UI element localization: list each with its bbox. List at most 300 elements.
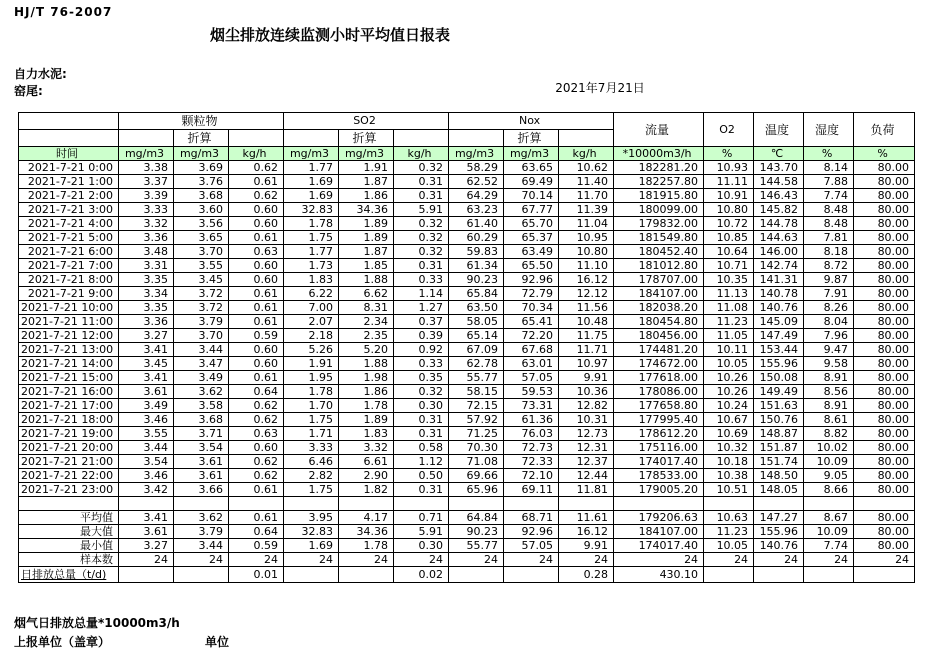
time-cell: 2021-7-21 18:00 <box>19 413 119 427</box>
value-cell: 10.48 <box>559 315 614 329</box>
value-cell: 1.82 <box>339 483 394 497</box>
value-cell: 34.36 <box>339 203 394 217</box>
value-cell: 9.58 <box>804 357 854 371</box>
summary-value-cell: 24 <box>854 553 915 567</box>
value-cell: 10.62 <box>559 161 614 175</box>
value-cell: 1.78 <box>284 217 339 231</box>
value-cell: 1.78 <box>339 399 394 413</box>
value-cell: 10.26 <box>704 371 754 385</box>
converted-label-particulate: 折算 <box>174 130 229 147</box>
value-cell: 144.78 <box>754 217 804 231</box>
table-row <box>19 231 915 245</box>
value-cell: 3.79 <box>174 315 229 329</box>
value-cell: 0.59 <box>229 329 284 343</box>
value-cell: 90.23 <box>449 273 504 287</box>
value-cell: 3.32 <box>339 441 394 455</box>
table-row <box>19 273 915 287</box>
unit-label: 单位 <box>205 635 230 649</box>
time-cell: 2021-7-21 3:00 <box>19 203 119 217</box>
value-cell: 8.56 <box>804 385 854 399</box>
summary-value-cell <box>754 567 804 583</box>
value-cell: 10.69 <box>704 427 754 441</box>
value-cell: 10.64 <box>704 245 754 259</box>
value-cell: 3.54 <box>174 441 229 455</box>
value-cell: 0.31 <box>394 175 449 189</box>
value-cell: 80.00 <box>854 301 915 315</box>
blank-cell <box>229 497 284 511</box>
value-cell: 80.00 <box>854 161 915 175</box>
value-cell: 63.50 <box>449 301 504 315</box>
col-temperature: 温度 <box>754 113 804 147</box>
summary-row <box>19 567 915 583</box>
summary-value-cell: 24 <box>754 553 804 567</box>
value-cell: 1.87 <box>339 245 394 259</box>
value-cell: 1.88 <box>339 357 394 371</box>
time-cell: 2021-7-21 10:00 <box>19 301 119 315</box>
blank-cell <box>284 130 339 147</box>
value-cell: 6.62 <box>339 287 394 301</box>
table-row <box>19 301 915 315</box>
value-cell: 80.00 <box>854 483 915 497</box>
value-cell: 6.61 <box>339 455 394 469</box>
time-header: 时间 <box>19 147 119 161</box>
value-cell: 9.87 <box>804 273 854 287</box>
value-cell: 65.41 <box>504 315 559 329</box>
summary-value-cell: 3.44 <box>174 539 229 553</box>
value-cell: 0.32 <box>394 385 449 399</box>
value-cell: 11.04 <box>559 217 614 231</box>
summary-value-cell: 3.27 <box>119 539 174 553</box>
blank-cell <box>119 130 174 147</box>
summary-value-cell <box>704 567 754 583</box>
value-cell: 7.88 <box>804 175 854 189</box>
value-cell: 175116.00 <box>614 441 704 455</box>
value-cell: 1.70 <box>284 399 339 413</box>
header-row-groups <box>19 113 915 130</box>
summary-value-cell: 155.96 <box>754 525 804 539</box>
value-cell: 3.44 <box>119 441 174 455</box>
table-row <box>19 259 915 273</box>
value-cell: 6.22 <box>284 287 339 301</box>
time-cell: 2021-7-21 12:00 <box>19 329 119 343</box>
blank-cell <box>559 130 614 147</box>
time-cell: 2021-7-21 21:00 <box>19 455 119 469</box>
value-cell: 1.89 <box>339 231 394 245</box>
value-cell: 0.60 <box>229 203 284 217</box>
value-cell: 144.63 <box>754 231 804 245</box>
value-cell: 11.08 <box>704 301 754 315</box>
value-cell: 67.09 <box>449 343 504 357</box>
summary-value-cell: 1.78 <box>339 539 394 553</box>
value-cell: 12.31 <box>559 441 614 455</box>
unit-cell: mg/m3 <box>449 147 504 161</box>
blank-cell <box>854 497 915 511</box>
value-cell: 3.44 <box>174 343 229 357</box>
value-cell: 80.00 <box>854 245 915 259</box>
summary-value-cell: 32.83 <box>284 525 339 539</box>
blank-cell <box>229 130 284 147</box>
value-cell: 3.35 <box>119 273 174 287</box>
table-row <box>19 371 915 385</box>
value-cell: 3.66 <box>174 483 229 497</box>
value-cell: 151.87 <box>754 441 804 455</box>
value-cell: 10.18 <box>704 455 754 469</box>
value-cell: 177658.80 <box>614 399 704 413</box>
converted-label-so2: 折算 <box>339 130 394 147</box>
value-cell: 58.15 <box>449 385 504 399</box>
value-cell: 11.23 <box>704 315 754 329</box>
value-cell: 58.29 <box>449 161 504 175</box>
value-cell: 180454.80 <box>614 315 704 329</box>
value-cell: 0.63 <box>229 427 284 441</box>
summary-value-cell: 24 <box>229 553 284 567</box>
value-cell: 12.44 <box>559 469 614 483</box>
value-cell: 80.00 <box>854 357 915 371</box>
summary-value-cell: 10.05 <box>704 539 754 553</box>
value-cell: 80.00 <box>854 259 915 273</box>
value-cell: 8.91 <box>804 399 854 413</box>
value-cell: 63.49 <box>504 245 559 259</box>
value-cell: 3.55 <box>174 259 229 273</box>
value-cell: 8.04 <box>804 315 854 329</box>
value-cell: 1.89 <box>339 413 394 427</box>
header-row-units <box>19 147 915 161</box>
summary-value-cell <box>119 567 174 583</box>
summary-value-cell: 24 <box>174 553 229 567</box>
value-cell: 10.93 <box>704 161 754 175</box>
summary-value-cell: 8.67 <box>804 511 854 525</box>
value-cell: 3.68 <box>174 189 229 203</box>
blank-cell <box>284 497 339 511</box>
value-cell: 0.50 <box>394 469 449 483</box>
value-cell: 80.00 <box>854 329 915 343</box>
unit-cell: % <box>804 147 854 161</box>
summary-value-cell: 3.61 <box>119 525 174 539</box>
unit-cell: % <box>854 147 915 161</box>
value-cell: 7.96 <box>804 329 854 343</box>
unit-cell: ℃ <box>754 147 804 161</box>
table-row <box>19 357 915 371</box>
value-cell: 80.00 <box>854 427 915 441</box>
summary-value-cell <box>284 567 339 583</box>
unit-cell: mg/m3 <box>174 147 229 161</box>
value-cell: 92.96 <box>504 273 559 287</box>
value-cell: 32.83 <box>284 203 339 217</box>
table-row <box>19 203 915 217</box>
unit-cell: mg/m3 <box>339 147 394 161</box>
value-cell: 80.00 <box>854 273 915 287</box>
value-cell: 1.71 <box>284 427 339 441</box>
value-cell: 10.72 <box>704 217 754 231</box>
value-cell: 59.83 <box>449 245 504 259</box>
value-cell: 10.97 <box>559 357 614 371</box>
value-cell: 5.20 <box>339 343 394 357</box>
value-cell: 72.73 <box>504 441 559 455</box>
blank-cell <box>754 497 804 511</box>
value-cell: 11.13 <box>704 287 754 301</box>
summary-value-cell: 10.63 <box>704 511 754 525</box>
value-cell: 180452.40 <box>614 245 704 259</box>
value-cell: 3.49 <box>119 399 174 413</box>
time-cell: 2021-7-21 7:00 <box>19 259 119 273</box>
summary-value-cell: 11.23 <box>704 525 754 539</box>
value-cell: 1.69 <box>284 189 339 203</box>
value-cell: 61.34 <box>449 259 504 273</box>
value-cell: 10.51 <box>704 483 754 497</box>
table-row <box>19 315 915 329</box>
summary-value-cell: 9.91 <box>559 539 614 553</box>
value-cell: 146.00 <box>754 245 804 259</box>
value-cell: 10.71 <box>704 259 754 273</box>
value-cell: 3.42 <box>119 483 174 497</box>
table-row <box>19 427 915 441</box>
value-cell: 0.33 <box>394 273 449 287</box>
value-cell: 10.85 <box>704 231 754 245</box>
value-cell: 2.18 <box>284 329 339 343</box>
value-cell: 3.56 <box>174 217 229 231</box>
blank-cell <box>704 497 754 511</box>
value-cell: 0.32 <box>394 231 449 245</box>
value-cell: 148.05 <box>754 483 804 497</box>
value-cell: 3.48 <box>119 245 174 259</box>
value-cell: 0.31 <box>394 259 449 273</box>
table-row <box>19 329 915 343</box>
unit-cell: *10000m3/h <box>614 147 704 161</box>
time-cell: 2021-7-21 20:00 <box>19 441 119 455</box>
summary-value-cell: 0.01 <box>229 567 284 583</box>
summary-value-cell: 3.41 <box>119 511 174 525</box>
value-cell: 80.00 <box>854 455 915 469</box>
location-label: 窑尾: <box>14 84 43 98</box>
time-cell: 2021-7-21 8:00 <box>19 273 119 287</box>
value-cell: 146.43 <box>754 189 804 203</box>
value-cell: 0.62 <box>229 399 284 413</box>
summary-label: 最大值 <box>19 525 119 539</box>
value-cell: 0.92 <box>394 343 449 357</box>
table-row <box>19 217 915 231</box>
value-cell: 72.15 <box>449 399 504 413</box>
unit-cell: % <box>704 147 754 161</box>
emission-report-table <box>18 112 915 583</box>
value-cell: 155.96 <box>754 357 804 371</box>
report-date: 2021年7月21日 <box>555 81 645 95</box>
summary-label: 日排放总量（t/d) <box>19 567 119 583</box>
value-cell: 3.36 <box>119 231 174 245</box>
value-cell: 0.31 <box>394 483 449 497</box>
value-cell: 180099.00 <box>614 203 704 217</box>
col-group-nox: Nox <box>449 113 614 130</box>
value-cell: 0.58 <box>394 441 449 455</box>
value-cell: 145.09 <box>754 315 804 329</box>
table-row <box>19 385 915 399</box>
value-cell: 1.83 <box>284 273 339 287</box>
value-cell: 10.80 <box>704 203 754 217</box>
value-cell: 11.81 <box>559 483 614 497</box>
value-cell: 10.11 <box>704 343 754 357</box>
value-cell: 8.61 <box>804 413 854 427</box>
table-row <box>19 175 915 189</box>
value-cell: 71.08 <box>449 455 504 469</box>
blank-cell <box>119 497 174 511</box>
value-cell: 16.12 <box>559 273 614 287</box>
value-cell: 1.88 <box>339 273 394 287</box>
value-cell: 0.61 <box>229 231 284 245</box>
summary-value-cell: 24 <box>704 553 754 567</box>
blank-cell <box>559 497 614 511</box>
summary-value-cell: 0.64 <box>229 525 284 539</box>
value-cell: 11.39 <box>559 203 614 217</box>
value-cell: 69.66 <box>449 469 504 483</box>
value-cell: 8.82 <box>804 427 854 441</box>
summary-value-cell: 140.76 <box>754 539 804 553</box>
value-cell: 80.00 <box>854 385 915 399</box>
value-cell: 80.00 <box>854 189 915 203</box>
standard-code: HJ/T 76-2007 <box>14 5 113 19</box>
time-cell: 2021-7-21 6:00 <box>19 245 119 259</box>
summary-value-cell: 80.00 <box>854 525 915 539</box>
value-cell: 178612.20 <box>614 427 704 441</box>
col-group-particulate: 颗粒物 <box>119 113 284 130</box>
summary-value-cell <box>804 567 854 583</box>
value-cell: 6.46 <box>284 455 339 469</box>
value-cell: 145.82 <box>754 203 804 217</box>
value-cell: 3.61 <box>119 385 174 399</box>
summary-value-cell: 24 <box>119 553 174 567</box>
value-cell: 65.96 <box>449 483 504 497</box>
time-cell: 2021-7-21 9:00 <box>19 287 119 301</box>
value-cell: 0.61 <box>229 371 284 385</box>
value-cell: 55.77 <box>449 371 504 385</box>
value-cell: 65.84 <box>449 287 504 301</box>
value-cell: 1.77 <box>284 245 339 259</box>
blank-cell <box>19 130 119 147</box>
value-cell: 0.61 <box>229 301 284 315</box>
summary-value-cell: 24 <box>284 553 339 567</box>
table-row <box>19 343 915 357</box>
value-cell: 80.00 <box>854 441 915 455</box>
summary-label: 平均值 <box>19 511 119 525</box>
value-cell: 0.32 <box>394 245 449 259</box>
value-cell: 0.61 <box>229 175 284 189</box>
summary-value-cell: 1.69 <box>284 539 339 553</box>
value-cell: 62.78 <box>449 357 504 371</box>
summary-value-cell: 24 <box>394 553 449 567</box>
value-cell: 11.11 <box>704 175 754 189</box>
value-cell: 80.00 <box>854 231 915 245</box>
value-cell: 181549.80 <box>614 231 704 245</box>
value-cell: 1.75 <box>284 483 339 497</box>
value-cell: 151.63 <box>754 399 804 413</box>
blank-cell <box>394 497 449 511</box>
value-cell: 140.78 <box>754 287 804 301</box>
table-row <box>19 189 915 203</box>
value-cell: 0.60 <box>229 357 284 371</box>
value-cell: 1.83 <box>339 427 394 441</box>
value-cell: 80.00 <box>854 217 915 231</box>
value-cell: 63.01 <box>504 357 559 371</box>
value-cell: 1.89 <box>339 217 394 231</box>
value-cell: 80.00 <box>854 175 915 189</box>
value-cell: 63.65 <box>504 161 559 175</box>
summary-value-cell: 24 <box>804 553 854 567</box>
summary-value-cell: 3.95 <box>284 511 339 525</box>
value-cell: 174672.00 <box>614 357 704 371</box>
company-label: 自力水泥: <box>14 67 67 81</box>
value-cell: 61.40 <box>449 217 504 231</box>
value-cell: 5.91 <box>394 203 449 217</box>
summary-value-cell: 10.09 <box>804 525 854 539</box>
value-cell: 0.37 <box>394 315 449 329</box>
table-row <box>19 287 915 301</box>
value-cell: 0.60 <box>229 217 284 231</box>
summary-value-cell: 90.23 <box>449 525 504 539</box>
value-cell: 8.31 <box>339 301 394 315</box>
value-cell: 178533.00 <box>614 469 704 483</box>
summary-value-cell: 5.91 <box>394 525 449 539</box>
value-cell: 69.11 <box>504 483 559 497</box>
value-cell: 60.29 <box>449 231 504 245</box>
value-cell: 0.31 <box>394 427 449 441</box>
value-cell: 10.91 <box>704 189 754 203</box>
summary-row <box>19 511 915 525</box>
time-cell: 2021-7-21 14:00 <box>19 357 119 371</box>
value-cell: 1.86 <box>339 189 394 203</box>
summary-value-cell: 24 <box>504 553 559 567</box>
value-cell: 71.25 <box>449 427 504 441</box>
time-cell: 2021-7-21 19:00 <box>19 427 119 441</box>
summary-value-cell: 174017.40 <box>614 539 704 553</box>
blank-cell <box>19 113 119 130</box>
unit-cell: mg/m3 <box>284 147 339 161</box>
value-cell: 0.32 <box>394 217 449 231</box>
value-cell: 65.70 <box>504 217 559 231</box>
value-cell: 11.70 <box>559 189 614 203</box>
time-cell: 2021-7-21 13:00 <box>19 343 119 357</box>
summary-value-cell: 55.77 <box>449 539 504 553</box>
value-cell: 0.31 <box>394 189 449 203</box>
value-cell: 140.76 <box>754 301 804 315</box>
value-cell: 8.26 <box>804 301 854 315</box>
value-cell: 3.33 <box>119 203 174 217</box>
value-cell: 3.72 <box>174 287 229 301</box>
value-cell: 143.70 <box>754 161 804 175</box>
value-cell: 182038.20 <box>614 301 704 315</box>
value-cell: 182281.20 <box>614 161 704 175</box>
value-cell: 10.31 <box>559 413 614 427</box>
value-cell: 10.02 <box>804 441 854 455</box>
value-cell: 80.00 <box>854 371 915 385</box>
value-cell: 8.14 <box>804 161 854 175</box>
table-row <box>19 469 915 483</box>
value-cell: 0.35 <box>394 371 449 385</box>
value-cell: 80.00 <box>854 343 915 357</box>
value-cell: 0.60 <box>229 343 284 357</box>
blank-cell <box>504 497 559 511</box>
value-cell: 3.49 <box>174 371 229 385</box>
table-row <box>19 441 915 455</box>
value-cell: 12.12 <box>559 287 614 301</box>
value-cell: 181012.80 <box>614 259 704 273</box>
summary-row <box>19 553 915 567</box>
value-cell: 0.62 <box>229 413 284 427</box>
blank-cell <box>339 497 394 511</box>
summary-value-cell: 0.28 <box>559 567 614 583</box>
value-cell: 0.61 <box>229 287 284 301</box>
value-cell: 61.36 <box>504 413 559 427</box>
summary-value-cell: 0.71 <box>394 511 449 525</box>
value-cell: 1.87 <box>339 175 394 189</box>
summary-label: 样本数 <box>19 553 119 567</box>
